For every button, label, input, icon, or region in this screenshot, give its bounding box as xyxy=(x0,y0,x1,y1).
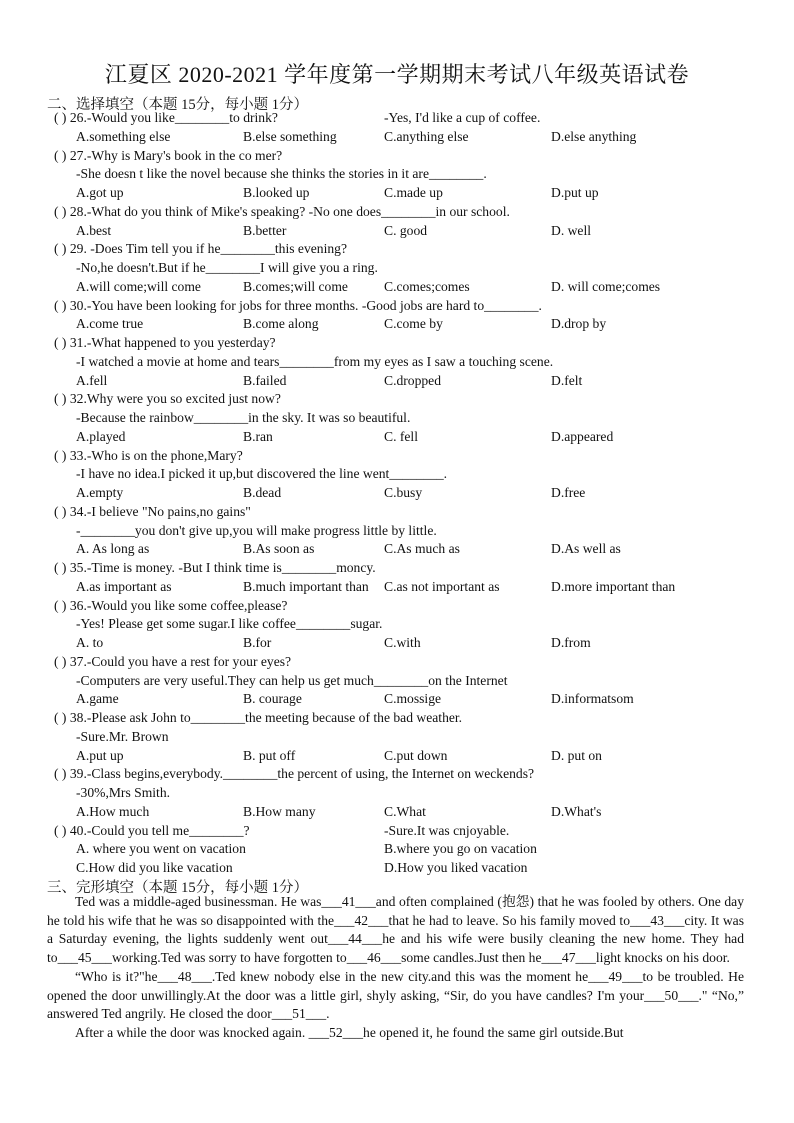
answer-option: A.will come;will come xyxy=(76,278,201,294)
question-stem: ( ) 36.-Would you like some coffee,please? xyxy=(54,597,288,613)
question-reply: -She doesn t like the novel because she thinks the stories in it are________. xyxy=(76,166,487,182)
answer-option: D. will come;comes xyxy=(551,278,661,294)
answer-option: D.from xyxy=(551,635,591,650)
answer-option: C.anything else xyxy=(384,128,469,144)
answer-option: B.where you go on vacation xyxy=(384,841,537,857)
answer-option: D. well xyxy=(551,222,592,238)
answer-option: B. put off xyxy=(243,747,296,763)
question-stem: ( ) 37.-Could you have a rest for your eyes? xyxy=(54,653,292,669)
answer-option: A.as important as xyxy=(76,578,172,594)
question-stem: ( ) 34.-I believe "No pains,no gains" xyxy=(54,503,251,519)
question-stem: ( ) 38.-Please ask John to________the meeting because of the bad weather. xyxy=(54,710,463,725)
answer-option: A.How much xyxy=(76,803,150,819)
answer-option: A. where you went on vacation xyxy=(76,841,246,857)
answer-option: D. put on xyxy=(551,747,602,763)
answer-option: D.informatsom xyxy=(551,691,634,707)
answer-option: A. to xyxy=(76,635,104,650)
answer-option: B. courage xyxy=(243,691,302,707)
question-reply: -Because the rainbow________in the sky. It was so beautiful. xyxy=(76,410,411,425)
section-3-header: 三、完形填空（本题 15分，每小题 1分） xyxy=(47,880,308,896)
question-stem: ( ) 35.-Time is money. -But I think time is________moncy. xyxy=(54,560,376,575)
question-reply: -Yes, I'd like a cup of coffee. xyxy=(384,110,541,125)
answer-option: A.played xyxy=(76,428,126,444)
answer-option: C.with xyxy=(384,635,421,650)
answer-option: C. fell xyxy=(384,428,418,444)
answer-option: D.What's xyxy=(551,803,602,819)
answer-option: A.got up xyxy=(76,185,124,200)
answer-option: B.As soon as xyxy=(243,541,315,557)
answer-option: D.free xyxy=(551,485,586,500)
answer-option: A.empty xyxy=(76,485,124,500)
answer-option: B.looked up xyxy=(243,185,310,200)
question-reply: -Computers are very useful.They can help us get much________on the Internet xyxy=(76,672,508,688)
answer-option: C.mossige xyxy=(384,691,442,707)
answer-option: B.dead xyxy=(243,485,282,500)
question-stem: ( ) 40.-Could you tell me________? xyxy=(54,822,250,838)
answer-option: B.better xyxy=(243,222,287,238)
answer-option: C.made up xyxy=(384,185,443,200)
answer-option: C.dropped xyxy=(384,372,442,388)
answer-option: D.put up xyxy=(551,185,599,200)
answer-option: A.game xyxy=(76,691,119,707)
answer-option: D.felt xyxy=(551,372,583,388)
section-2-header: 二、选择填空（本题 15分，每小题 1分） xyxy=(47,97,308,113)
answer-option: C.comes;comes xyxy=(384,278,470,294)
answer-option: D.appeared xyxy=(551,428,614,444)
answer-option: B.come along xyxy=(243,316,319,332)
question-stem: ( ) 30.-You have been looking for jobs for three months. -Good jobs are hard to________. xyxy=(54,297,542,313)
question-reply: -I watched a movie at home and tears________from my eyes as I saw a touching scene. xyxy=(76,353,554,369)
answer-option: B.much important than xyxy=(243,578,369,594)
answer-option: C. good xyxy=(384,222,428,238)
answer-option: C.put down xyxy=(384,747,448,763)
answer-option: A.something else xyxy=(76,128,171,144)
answer-option: C.What xyxy=(384,803,426,819)
question-reply: -Sure.Mr. Brown xyxy=(76,728,169,744)
answer-option: A.best xyxy=(76,222,112,238)
answer-option: C.as not important as xyxy=(384,578,500,594)
question-stem: ( ) 29. -Does Tim tell you if he________this evening? xyxy=(54,241,347,257)
cloze-paragraph: Ted was a middle-aged businessman. He was___41___and often complained (抱怨) that he was fooled by others. One day he told his wife that he was so disappointed with the___42___that he had to leave. So his family moved to___43___city. It was a Saturday evening, the lights suddenly went out___44___he and his wife were busily cleaning the new home. They had to___45___working.Ted was sorry to have forgotten to___46___some candles.Just then he___47___light knocks on his door. xyxy=(47,894,744,966)
answer-option: C.come by xyxy=(384,316,443,332)
question-reply: -No,he doesn't.But if he________I will give you a ring. xyxy=(76,260,378,275)
question-stem: ( ) 33.-Who is on the phone,Mary? xyxy=(54,447,243,463)
answer-option: B.comes;will come xyxy=(243,278,348,294)
question-reply: -Sure.It was cnjoyable. xyxy=(384,822,510,838)
answer-option: C.How did you like vacation xyxy=(76,860,233,875)
answer-option: A.come true xyxy=(76,316,144,332)
cloze-paragraph: “Who is it?"he___48___.Ted knew nobody else in the new city.and this was the moment he___49___to be troubled. He opened the door unwillingly.At the door was a little girl, shyly asking, “Sir, do you have candles? I'm your___50___." “No,” answered Ted angrily. He closed the door___51___. xyxy=(47,968,744,1022)
question-stem: ( ) 28.-What do you think of Mike's speaking? -No one does________in our school. xyxy=(54,203,510,219)
answer-option: D.more important than xyxy=(551,578,676,594)
answer-option: D.drop by xyxy=(551,316,607,332)
question-stem: ( ) 32.Why were you so excited just now? xyxy=(54,391,281,407)
answer-option: B.for xyxy=(243,635,272,650)
answer-option: D.else anything xyxy=(551,128,637,144)
question-reply: -30%,Mrs Smith. xyxy=(76,785,171,800)
answer-option: B.ran xyxy=(243,428,273,444)
answer-option: B.How many xyxy=(243,803,316,819)
cloze-paragraph: After a while the door was knocked again. ___52___he opened it, he found the same girl outside.But xyxy=(75,1024,624,1040)
cloze-passage xyxy=(47,893,744,1043)
question-stem: ( ) 39.-Class begins,everybody.________the percent of using, the Internet on weckends? xyxy=(54,766,535,782)
question-stem: ( ) 31.-What happened to you yesterday? xyxy=(54,335,276,350)
answer-option: D.How you liked vacation xyxy=(384,860,528,875)
answer-option: C.busy xyxy=(384,485,423,500)
question-stem: ( ) 26.-Would you like________to drink? xyxy=(54,110,278,125)
answer-option: C.As much as xyxy=(384,541,460,557)
question-reply: -I have no idea.I picked it up,but discovered the line went________. xyxy=(76,466,448,482)
question-reply: -Yes! Please get some sugar.I like coffee________sugar. xyxy=(76,616,383,632)
question-stem: ( ) 27.-Why is Mary's book in the co mer? xyxy=(54,147,283,163)
answer-option: A. As long as xyxy=(76,541,150,557)
answer-option: A.fell xyxy=(76,372,108,388)
answer-option: B.failed xyxy=(243,372,287,388)
question-reply: -________you don't give up,you will make progress little by little. xyxy=(76,522,437,538)
page-title: 江夏区 2020-2021 学年度第一学期期末考试八年级英语试卷 xyxy=(104,62,690,87)
answer-option: A.put up xyxy=(76,747,124,763)
answer-option: D.As well as xyxy=(551,541,621,557)
answer-option: B.else something xyxy=(243,128,337,144)
